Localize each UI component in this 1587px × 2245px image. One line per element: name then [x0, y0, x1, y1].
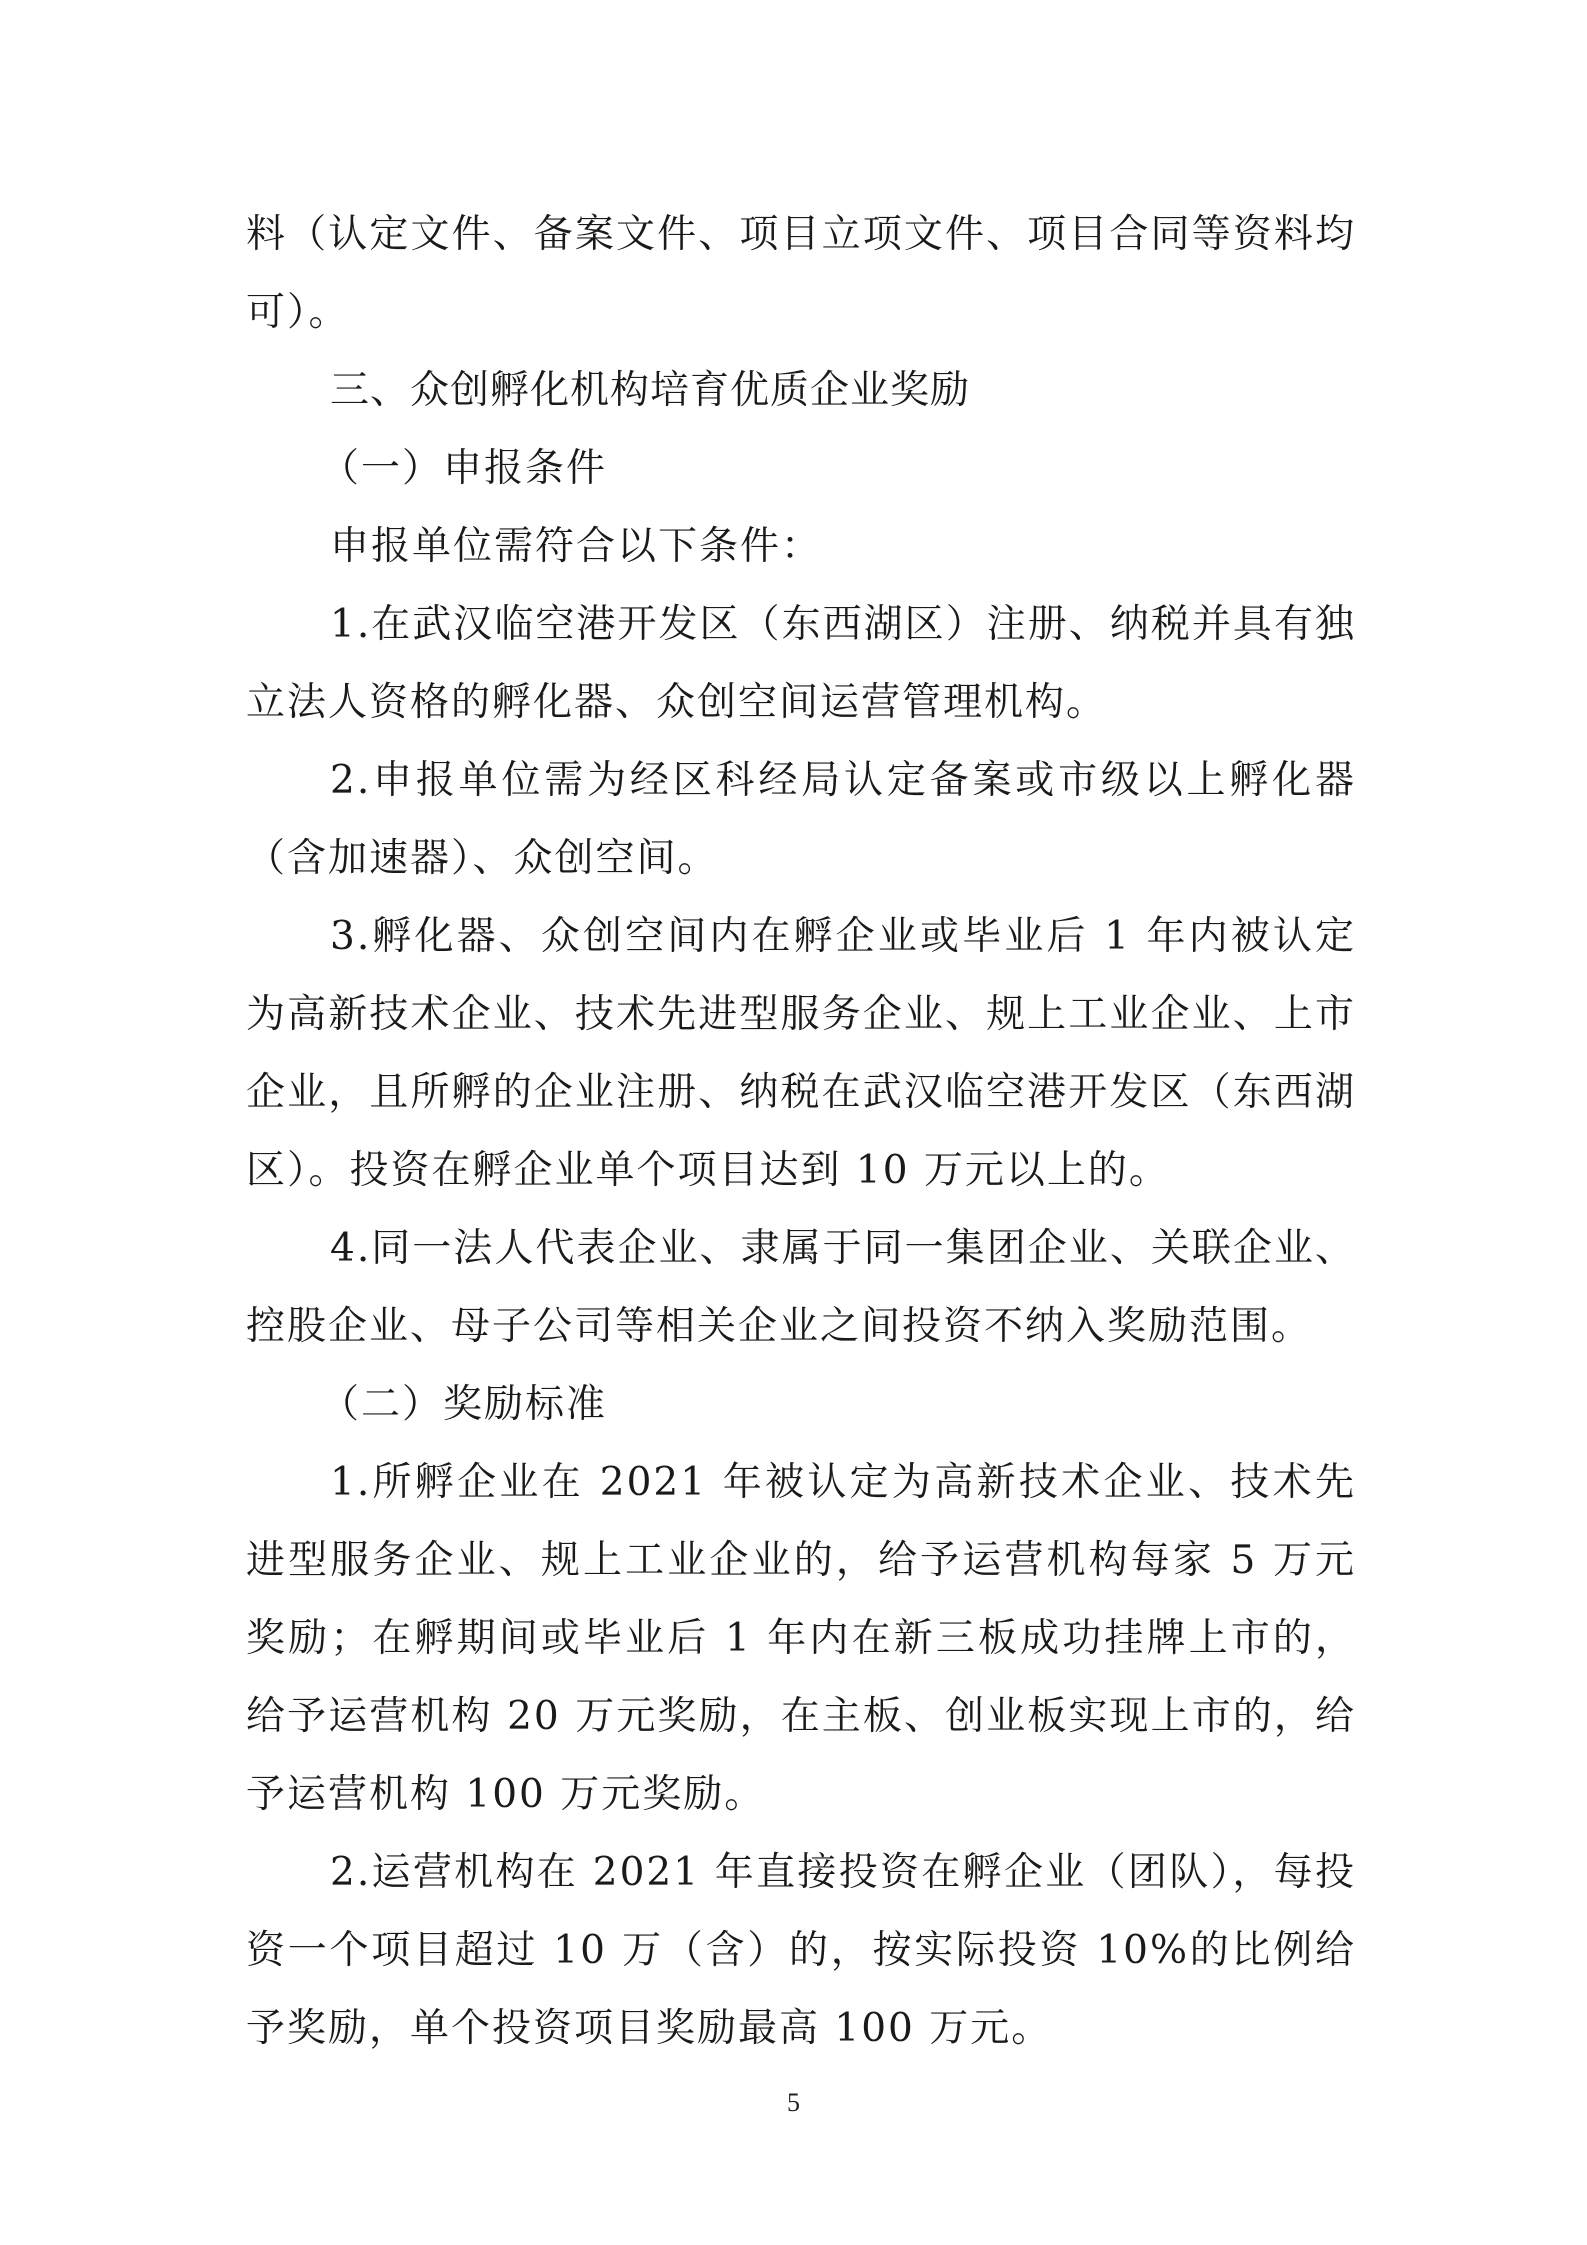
document-body [246, 196, 1356, 2068]
paragraph-reward-1: 1.所孵企业在 2021 年被认定为高新技术企业、技术先进型服务企业、规上工业企业的，给予运营机构每家 5 万元奖励；在孵期间或毕业后 1 年内在新三板成功挂牌上市的，给予运营机构 20 万元奖励，在主板、创业板实现上市的，给予运营机构 100 万元奖励。 [246, 1460, 1356, 1817]
paragraph-reward-2: 2.运营机构在 2021 年直接投资在孵企业（团队），每投资一个项目超过 10 万（含）的，按实际投资 10%的比例给予奖励，单个投资项目奖励最高 100 万元。 [246, 1850, 1356, 2051]
paragraph-condition-1: 1.在武汉临空港开发区（东西湖区）注册、纳税并具有独立法人资格的孵化器、众创空间运营管理机构。 [246, 602, 1356, 725]
paragraph-condition-3: 3.孵化器、众创空间内在孵企业或毕业后 1 年内被认定为高新技术企业、技术先进型服务企业、规上工业企业、上市企业，且所孵的企业注册、纳税在武汉临空港开发区（东西湖区）。投资在孵企业单个项目达到 10 万元以上的。 [246, 914, 1356, 1193]
paragraph-continuation: 料（认定文件、备案文件、项目立项文件、项目合同等资料均可）。 [246, 212, 1356, 335]
page-number: 5 [787, 2088, 800, 2117]
paragraph-conditions-intro: 申报单位需符合以下条件： [330, 524, 823, 569]
subheading-reward-standards: （二）奖励标准 [320, 1382, 608, 1427]
paragraph-condition-2: 2.申报单位需为经区科经局认定备案或市级以上孵化器（含加速器）、众创空间。 [246, 758, 1356, 881]
subheading-application-conditions: （一）申报条件 [320, 446, 608, 491]
paragraph-condition-4: 4.同一法人代表企业、隶属于同一集团企业、关联企业、控股企业、母子公司等相关企业之间投资不纳入奖励范围。 [246, 1226, 1356, 1349]
section-heading-3: 三、众创孵化机构培育优质企业奖励 [330, 368, 971, 413]
